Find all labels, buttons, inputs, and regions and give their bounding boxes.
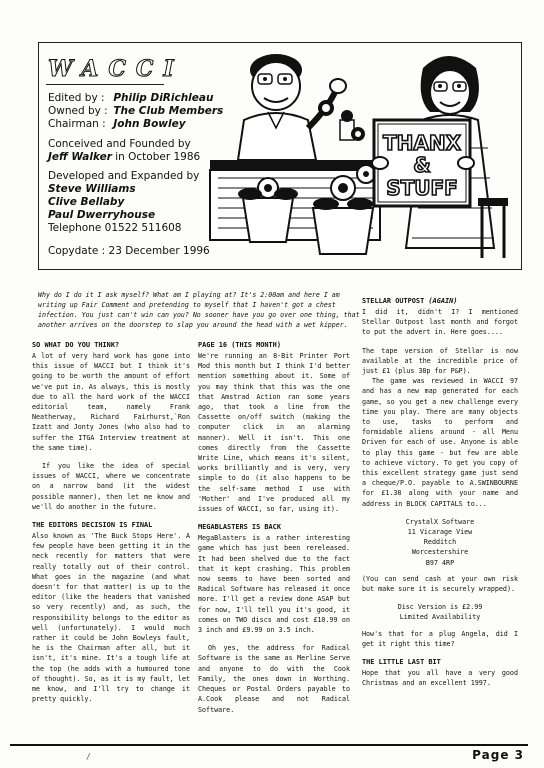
masthead-credits: [48, 92, 223, 131]
developed-line: Developed and Expanded by: [48, 170, 200, 182]
chair-seat: [478, 198, 508, 206]
paragraph: Oh yes, the address for Radical Software is the same as Merline Serve and anyone to do with the Cook Family, the ones down in Worthing. Cheques or Postal Orders payable to A.Cook please and not Radical Software.: [198, 644, 350, 714]
address-line: B97 4RP: [425, 558, 455, 567]
column-1: [32, 340, 190, 713]
cartoon-illustration: [208, 48, 516, 266]
wacci-logo: WACCI: [48, 56, 184, 82]
paragraph: A lot of very hard work has gone into this issue of WACCI but I think it's going to be worth the amount of effort we've put in. As always, this is mostly due to all the hard work of the WACCI editorial team, namely Frank Neatherway, Richard Fairhurst,`Ron Izatt and Jonty Jones (who also had to suffer the ITGA Interview treatment at the same time).: [32, 352, 190, 452]
edited-label: Edited by :: [48, 92, 105, 104]
column-3: [362, 296, 518, 697]
heading-what-do-you-think: SO WHAT DO YOU THINK?: [32, 341, 120, 349]
founder-name: Jeff Walker: [48, 151, 112, 163]
address-line: 11 Vicarage View: [407, 528, 473, 537]
owner-name: The Club Members: [113, 105, 224, 117]
founder-credit: [48, 138, 200, 164]
paragraph: (You can send cash at your own risk but make sure it is securely wrapped).: [362, 574, 518, 594]
stellar-tag: (AGAIN): [428, 297, 458, 305]
postal-address: [362, 517, 518, 568]
paragraph: I did it, didn't I? I mentioned Stellar Outpost last month and forgot to put the advert in. Here goes....: [362, 308, 518, 337]
paragraph: How's that for a plug Angela, did I get it right this time?: [362, 629, 518, 648]
heading-megablasters: MEGABLASTERS IS BACK: [198, 523, 281, 532]
chairman-label: Chairman :: [48, 118, 106, 130]
disc-price: Disc Version is £2.99: [397, 603, 483, 612]
chairman-name: John Bowley: [113, 118, 186, 130]
scan-mark: ∕: [86, 752, 91, 761]
address-line: Worcestershire: [411, 548, 469, 557]
intro-paragraph: Why do I do it I ask myself? What am I playing at? It's 2:00am and here I am writing up Fair Comment and pretending to myself that I haven't got a chest infection. You just can't win can you? No sooner have you go over one thing, that another arrives on the doorstep to slap you around the head with a wet kipper.: [38, 291, 360, 329]
sign-line-2: &: [413, 153, 431, 177]
sign-line-1: THANX: [382, 131, 462, 155]
heading-editors-decision: THE EDITORS DECISION IS FINAL: [32, 521, 153, 530]
developer-credit: [48, 170, 199, 222]
address-line: CrystalX Software: [405, 517, 475, 526]
paragraph: The tape version of Stellar is now available at the incredible price of just £1 (plus 38p for P&P).: [362, 346, 518, 376]
footer-rule: [10, 744, 528, 746]
heading-little-last-bit: THE LITTLE LAST BIT: [362, 658, 441, 667]
logo-underline: [46, 84, 164, 85]
paragraph: MegaBlasters is a rather interesting game which has just been rereleased. It had been shelved due to the fact that it kept crashing. This problem now seems to have been sorted and Radical Software has released it once more. I'll get a review done ASAP but for now, I'll tell you it's good, it comes on TWO discs and cost £10.99 on 3 inch and £9.99 on 3.5 inch.: [198, 534, 350, 635]
owned-label: Owned by :: [48, 105, 108, 117]
address-line: Redditch: [423, 538, 457, 547]
column-2: [198, 340, 350, 723]
paragraph: The game was reviewed in WACCI 97 and has a new map generated for each game, so you get a new challenge every time you play. There are many objects to use, tasks to perform and formidable aliens around - all Menu Driven for each of use. Anyone is able to play this game - but few are able to achieve victory. To get you copy of this excellent strategy game just send a cheque/P.O. payable to A.SWINBOURNE for £1.38 along with your name and address in BLOCK CAPITALS to...: [362, 377, 518, 508]
page-number: Page 3: [472, 748, 524, 762]
paragraph: If you like the idea of special issues of WACCI, where we concentrate on a narrow band (it the widest possible manner), then let me know and we'll do another in the future.: [32, 462, 190, 511]
copydate: Copydate : 23 December 1996: [48, 245, 210, 257]
stellar-title: STELLAR OUTPOST: [362, 297, 425, 305]
sign-line-3: STUFF: [386, 176, 458, 200]
paragraph: We're running an 8-Bit Printer Port Mod this month but I think I'd better mention something about it. Some of you may think that this was the one that Amstrad Action ran some years ago, that took a line from the Cassette on/off switch (making the computer click in an alarming manner). Well it isn't. This one comes directly from the Cassette Write Line, which means it's silent, works brilliantly and is very, very simple to do (it also happens to be the self-same method I use with 'Mother' and I've produced all my issues of WACCI, so far, using it).: [198, 352, 350, 514]
telephone: Telephone 01522 511608: [48, 222, 182, 234]
conceived-line: Conceived and Founded by: [48, 138, 191, 150]
heading-stellar-outpost: [362, 296, 518, 307]
developer-name: Steve Williams: [48, 183, 136, 195]
paragraph: Hope that you all have a very good Christmas and an excellent 1997.: [362, 669, 518, 688]
founded-date: in October 1986: [111, 151, 201, 163]
heading-page-16: PAGE 16 (THIS MONTH): [198, 341, 281, 349]
desk-top: [210, 160, 380, 170]
editor-name: Philip DiRichleau: [113, 92, 214, 104]
developer-name: Clive Bellaby: [48, 196, 125, 208]
disc-version-note: [362, 602, 518, 622]
disc-availability: Limited Availability: [399, 613, 481, 622]
developer-name: Paul Dwerryhouse: [48, 209, 156, 221]
paragraph: Also known as 'The Buck Stops Here'. A few people have been getting it in the neck recently for matters that were really totally out of their control. What goes in the magazine (and what doesn't for that matter) is up to the editor (like the headers that vanished so very recently) and, as such, the responsibility belongs to the editor as well (unfortunately). I would much rather it could be John Bowleys fault, he is the Chairman after all, but it isn't, it's mine. It's a tough life at the top (he adds with a humoured tone of thought). So, as it is my fault, let me know, and I'll try to change it pretty quickly.: [32, 532, 190, 704]
toy-figures: [318, 100, 365, 141]
